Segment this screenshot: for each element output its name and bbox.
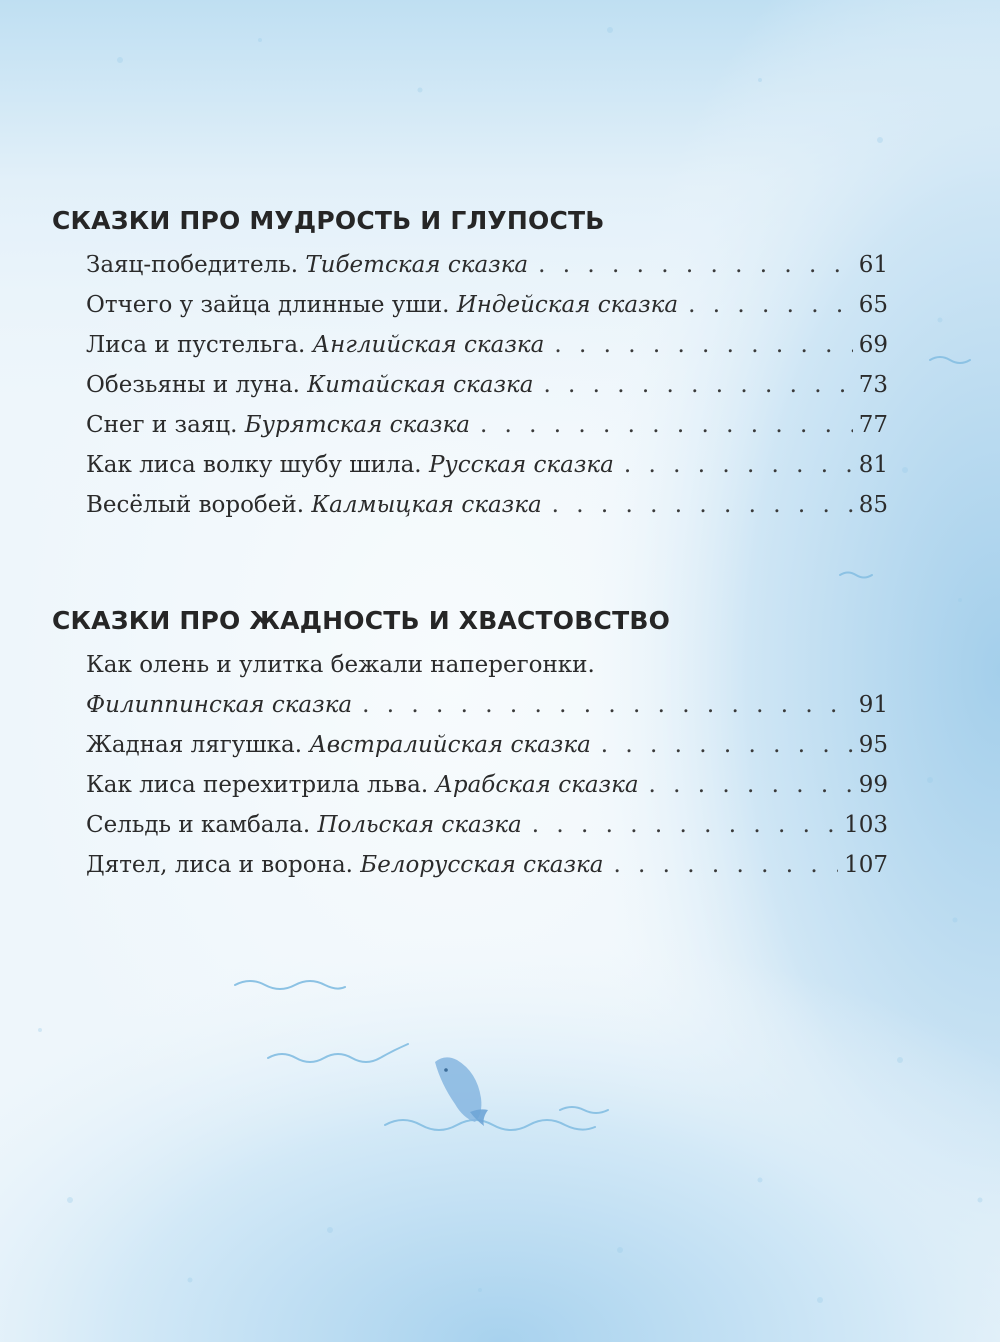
page-number: 103	[844, 812, 888, 838]
page-number: 61	[858, 252, 888, 278]
story-origin: Английская сказка	[312, 332, 545, 358]
dot-leader	[532, 805, 838, 845]
story-title: Обезьяны и луна.	[86, 372, 300, 398]
toc-entry[interactable]	[86, 845, 888, 885]
toc-entry[interactable]	[86, 405, 888, 445]
page-number: 77	[858, 412, 888, 438]
section-heading-wisdom: СКАЗКИ ПРО МУДРОСТЬ И ГЛУПОСТЬ	[52, 206, 605, 235]
story-title: Как лиса перехитрила льва.	[86, 772, 429, 798]
story-title: Как олень и улитка бежали наперегонки.	[86, 652, 595, 678]
dot-leader	[538, 245, 853, 285]
story-origin: Калмыцкая сказка	[311, 492, 542, 518]
story-origin: Австралийская сказка	[309, 732, 591, 758]
story-title: Весёлый воробей.	[86, 492, 305, 518]
toc-entry[interactable]	[86, 325, 888, 365]
page-number: 81	[858, 452, 888, 478]
story-origin: Филиппинская сказка	[86, 692, 353, 718]
page-number: 65	[858, 292, 888, 318]
toc-entry-origin-line[interactable]	[86, 685, 888, 725]
story-origin: Арабская сказка	[435, 772, 639, 798]
story-title: Жадная лягушка.	[86, 732, 303, 758]
page-number: 73	[858, 372, 888, 398]
toc-entry[interactable]	[86, 445, 888, 485]
dot-leader	[688, 285, 853, 325]
dot-leader	[362, 685, 853, 725]
story-origin: Польская сказка	[317, 812, 522, 838]
story-title: Снег и заяц.	[86, 412, 238, 438]
story-title: Отчего у зайца длинные уши.	[86, 292, 450, 318]
story-origin: Русская сказка	[428, 452, 614, 478]
toc-entry[interactable]	[86, 245, 888, 285]
story-title: Заяц-победитель.	[86, 252, 299, 278]
dot-leader	[543, 365, 852, 405]
dot-leader	[601, 725, 853, 765]
page-number: 91	[858, 692, 888, 718]
story-origin: Индейская сказка	[456, 292, 679, 318]
dot-leader	[552, 485, 853, 525]
story-origin: Тибетская сказка	[305, 252, 529, 278]
story-title: Дятел, лиса и ворона.	[86, 852, 353, 878]
dot-leader	[554, 325, 852, 365]
toc-entry[interactable]	[86, 725, 888, 765]
page-number: 85	[858, 492, 888, 518]
dot-leader	[480, 405, 853, 445]
toc-list-greed	[86, 645, 888, 885]
story-origin: Китайская сказка	[307, 372, 534, 398]
dot-leader	[624, 445, 853, 485]
page-number: 69	[858, 332, 888, 358]
story-title: Сельдь и камбала.	[86, 812, 311, 838]
page-number: 95	[858, 732, 888, 758]
page-number: 99	[858, 772, 888, 798]
toc-list-wisdom	[86, 245, 888, 525]
toc-entry[interactable]	[86, 805, 888, 845]
toc-entry-title-line[interactable]	[86, 645, 888, 685]
story-title: Лиса и пустельга.	[86, 332, 306, 358]
toc-entry[interactable]	[86, 485, 888, 525]
page-number: 107	[844, 852, 888, 878]
story-title: Как лиса волку шубу шила.	[86, 452, 422, 478]
toc-entry[interactable]	[86, 285, 888, 325]
toc-entry[interactable]	[86, 765, 888, 805]
dot-leader	[649, 765, 853, 805]
dot-leader	[613, 845, 838, 885]
story-origin: Белорусская сказка	[360, 852, 604, 878]
story-origin: Бурятская сказка	[244, 412, 470, 438]
section-heading-greed: СКАЗКИ ПРО ЖАДНОСТЬ И ХВАСТОВСТВО	[52, 606, 671, 635]
toc-entry[interactable]	[86, 365, 888, 405]
